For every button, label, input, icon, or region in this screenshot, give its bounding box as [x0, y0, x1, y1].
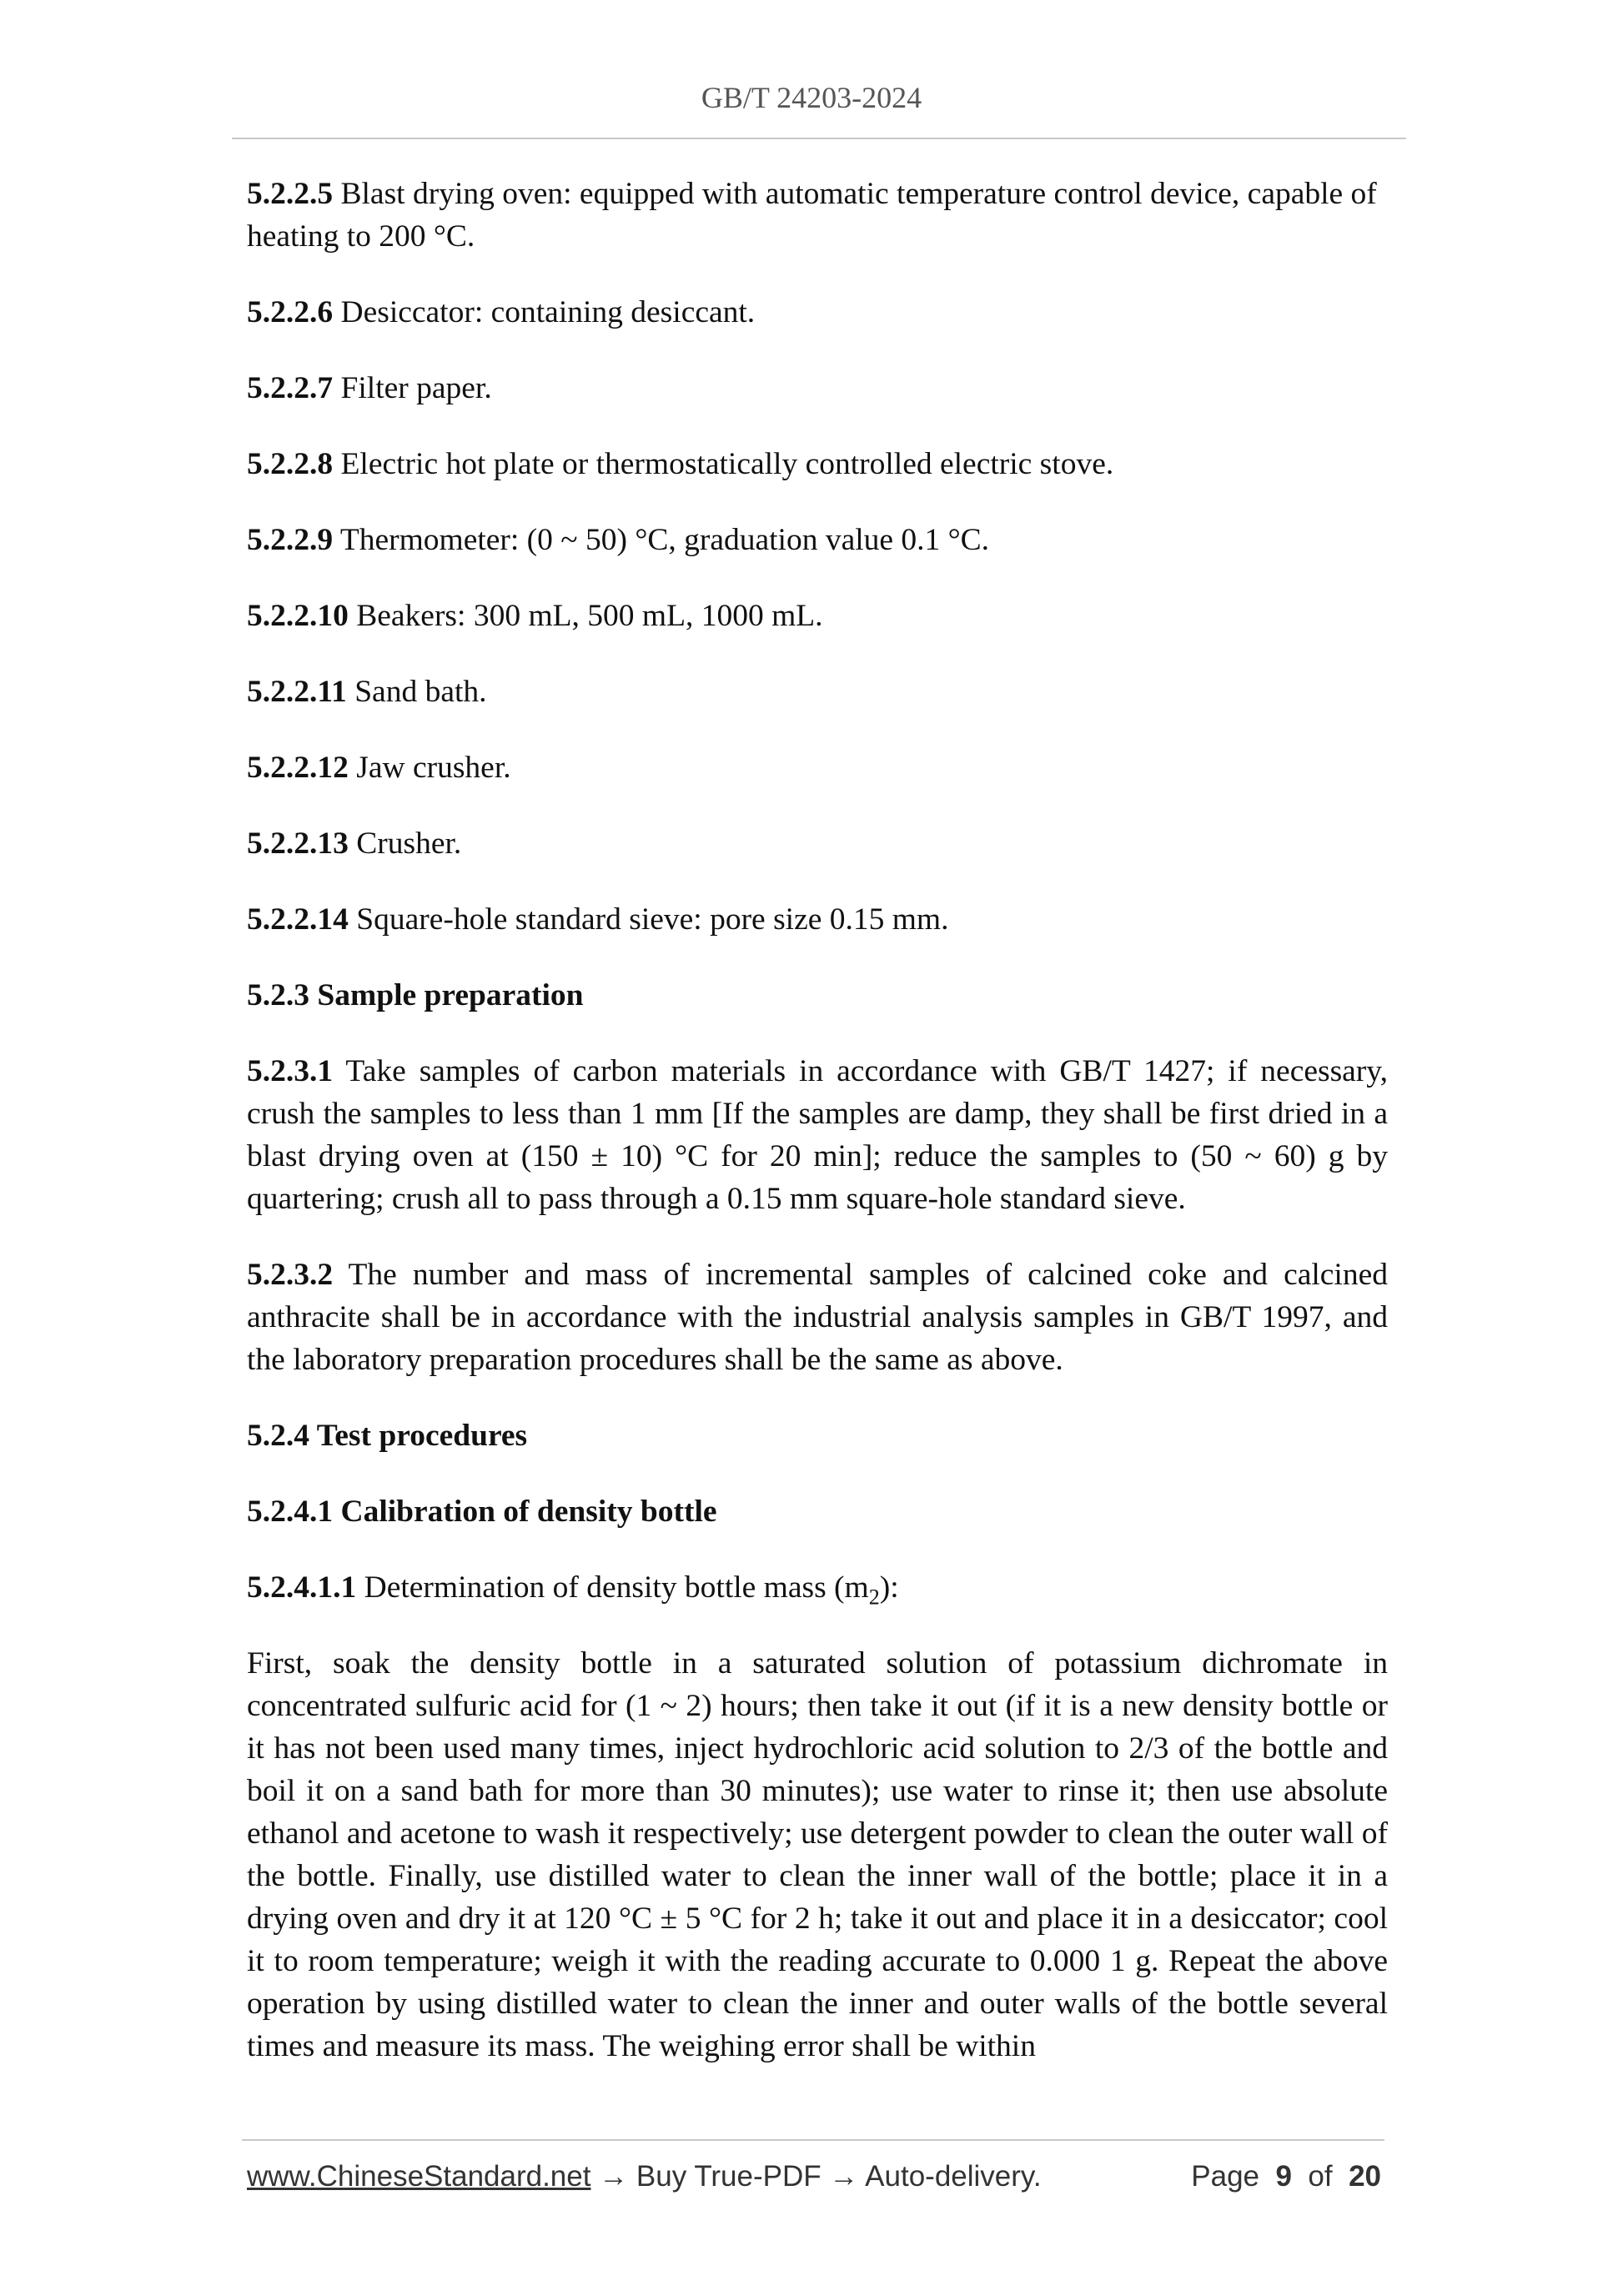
clause-text: Filter paper.	[333, 371, 492, 405]
subscript: 2	[868, 1585, 880, 1610]
page-word: Page	[1191, 2160, 1260, 2193]
clause-5-2-4-1-1	[247, 1566, 1388, 1609]
clause-number: 5.2.3.1	[247, 1054, 334, 1088]
page-total: 20	[1349, 2160, 1381, 2193]
clause-text: Electric hot plate or thermostatically controlled electric stove.	[333, 447, 1114, 481]
clause-number: 5.2.2.11	[247, 675, 347, 709]
clause-number: 5.2.2.12	[247, 751, 349, 785]
clause-5-2-3-1	[247, 1050, 1388, 1220]
clause-text-end: ):	[879, 1570, 899, 1605]
section-heading-5-2-4-1: 5.2.4.1 Calibration of density bottle	[247, 1495, 717, 1529]
clause-5-2-2-8	[247, 443, 1388, 485]
document-body	[247, 173, 1388, 2101]
procedure-paragraph: First, soak the density bottle in a saturated solution of potassium dichromate in concentrated sulfuric acid for (1 ~ 2) hours; then take it out (if it is a new density bottle or it has not been used many times, inject hydrochloric acid solution to 2/3 of the bottle and boil it on a sand bath for more than 30 minutes); use water to rinse it; then use absolute ethanol and acetone to wash it respectively; use detergent powder to clean the outer wall of the bottle. Finally, use distilled water to clean the inner wall of the bottle; place it in a drying oven and dry it at 120 °C ± 5 °C for 2 h; take it out and place it in a desiccator; cool it to room temperature; weigh it with the reading accurate to 0.000 1 g. Repeat the above operation by using distilled water to clean the inner and outer walls of the bottle several times and measure its mass. The weighing error shall be within	[247, 1646, 1388, 2063]
clause-text: Square-hole standard sieve: pore size 0.15 mm.	[348, 902, 949, 937]
clause-5-2-3-2	[247, 1254, 1388, 1381]
clause-text: Sand bath.	[346, 675, 487, 709]
page-counter	[1191, 2158, 1381, 2195]
clause-number: 5.2.2.8	[247, 447, 334, 481]
clause-text: Determination of density bottle mass (m	[356, 1570, 869, 1605]
clause-text: Crusher.	[348, 826, 462, 861]
footer-tagline: → Buy True-PDF → Auto-delivery.	[590, 2160, 1042, 2193]
clause-number: 5.2.4.1.1	[247, 1570, 357, 1605]
clause-text: Beakers: 300 mL, 500 mL, 1000 mL.	[348, 599, 823, 633]
clause-5-2-2-12	[247, 746, 1388, 789]
clause-5-2-2-5	[247, 173, 1388, 258]
clause-5-2-2-14	[247, 898, 1388, 941]
clause-5-2-2-13	[247, 822, 1388, 865]
clause-number: 5.2.2.5	[247, 177, 334, 211]
clause-5-2-2-10	[247, 595, 1388, 637]
clause-number: 5.2.2.13	[247, 826, 349, 861]
clause-5-2-2-7	[247, 367, 1388, 409]
section-heading-5-2-4: 5.2.4 Test procedures	[247, 1419, 528, 1453]
clause-text: Blast drying oven: equipped with automatic temperature control device, capable of heating to 200 °C.	[247, 177, 1377, 254]
header-divider	[232, 138, 1406, 139]
clause-text: Thermometer: (0 ~ 50) °C, graduation value 0.1 °C.	[333, 523, 990, 557]
clause-number: 5.2.2.6	[247, 295, 334, 329]
clause-text: Jaw crusher.	[348, 751, 511, 785]
section-heading-5-2-3: 5.2.3 Sample preparation	[247, 978, 584, 1012]
of-word: of	[1308, 2160, 1333, 2193]
clause-number: 5.2.2.10	[247, 599, 349, 633]
page-footer	[247, 2158, 1381, 2195]
clause-text: Desiccator: containing desiccant.	[333, 295, 756, 329]
clause-text: Take samples of carbon materials in accordance with GB/T 1427; if necessary, crush the samples to less than 1 mm [If the samples are damp, they shall be first dried in a blast drying oven at (150 ± 10) °C for 20 min]; reduce the samples to (50 ~ 60) g by quartering; crush all to pass through a 0.15 mm square-hole standard sieve.	[247, 1054, 1388, 1216]
clause-5-2-2-9	[247, 519, 1388, 561]
clause-text: The number and mass of incremental samples of calcined coke and calcined anthracite shall be in accordance with the industrial analysis samples in GB/T 1997, and the laboratory preparation procedures shall be the same as above.	[247, 1258, 1388, 1377]
clause-number: 5.2.2.7	[247, 371, 334, 405]
clause-5-2-2-6	[247, 291, 1388, 334]
clause-number: 5.2.3.2	[247, 1258, 334, 1292]
footer-divider	[242, 2139, 1384, 2141]
clause-number: 5.2.2.9	[247, 523, 334, 557]
website-link[interactable]: www.ChineseStandard.net	[247, 2160, 591, 2193]
page-number: 9	[1275, 2160, 1292, 2193]
clause-number: 5.2.2.14	[247, 902, 349, 937]
clause-5-2-2-11	[247, 671, 1388, 713]
page-header: GB/T 24203-2024	[701, 81, 922, 114]
